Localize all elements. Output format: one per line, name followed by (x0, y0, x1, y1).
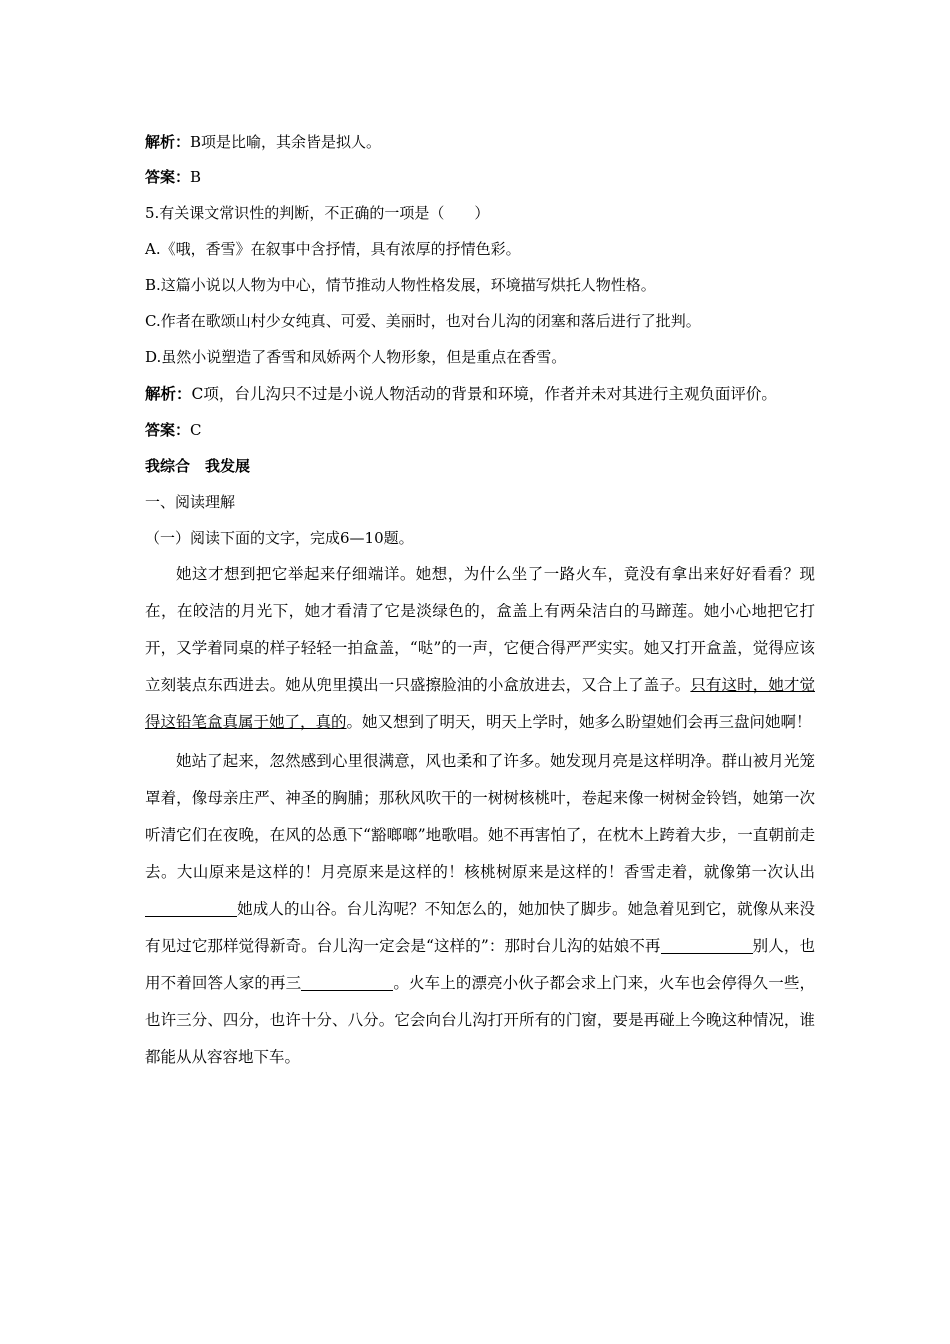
answer-text: B (190, 168, 202, 186)
q5-analysis (145, 375, 815, 413)
passage-text: 她站了起来，忽然感到心里很满意，风也柔和了许多。她发现月亮是这样明净。群山被月光笼罩着，像母亲庄严、神圣的胸脯；那秋风吹干的一树树核桃叶，卷起来像一树树金铃铛，她第一次听清它们在夜晚，在风的怂恿下“豁啷啷”地歌唱。她不再害怕了，在枕木上跨着大步，一直朝前走去。大山原来是这样的！月亮原来是这样的！核桃树原来是这样的！香雪走着，就像第一次认出 (145, 752, 815, 881)
q5-option-a: A.《哦，香雪》在叙事中含抒情，具有浓厚的抒情色彩。 (145, 240, 521, 258)
section-title: 我综合 我发展 (145, 457, 251, 475)
section-part: 一、阅读理解 (145, 493, 236, 511)
underlined-sentence: 只有这时，她才觉得这铅笔盒真属于她了，真的 (145, 676, 815, 731)
analysis-text: B项是比喻，其余皆是拟人。 (190, 133, 382, 151)
passage-text: 。她又想到了明天，明天上学时，她多么盼望她们会再三盘问她啊！ (346, 713, 812, 731)
q5-answer (145, 419, 815, 441)
q5-option-c: C.作者在歌颂山村少女纯真、可爱、美丽时，也对台儿沟的闭塞和落后进行了批判。 (145, 312, 701, 330)
fill-blank-2 (661, 938, 753, 955)
section-instruction: （一）阅读下面的文字，完成6—10题。 (145, 529, 414, 547)
q4-answer (145, 166, 815, 188)
document-page (145, 120, 815, 1076)
q5-option-b: B.这篇小说以人物为中心，情节推动人物性格发展，环境描写烘托人物性格。 (145, 276, 656, 294)
analysis-label: 解析： (145, 133, 191, 151)
q5-option-d: D.虽然小说塑造了香雪和凤娇两个人物形象，但是重点在香雪。 (145, 348, 567, 366)
passage-paragraph-2 (145, 743, 815, 1076)
q5-question: 5.有关课文常识性的判断，不正确的一项是（ ） (145, 204, 490, 222)
answer-text: C (190, 421, 202, 439)
passage-text: 她成人的山谷。台儿沟呢？不知怎么的，她加快了脚步。她急着见到它，就像从来没有见过它那样觉得新奇。台儿沟一定会是“这样的”：那时台儿沟的姑娘不再 (145, 900, 815, 955)
passage-text: 别人，也用不着回答人家的再三 (145, 937, 815, 992)
passage-text: 她这才想到把它举起来仔细端详。她想，为什么坐了一路火车，竟没有拿出来好好看看？现在，在皎洁的月光下，她才看清了它是淡绿色的，盒盖上有两朵洁白的马蹄莲。她小心地把它打开，又学着同桌的样子轻轻一拍盒盖，“哒”的一声，它便合得严严实实。她又打开盒盖，觉得应该立刻装点东西进去。她从兜里摸出一只盛擦脸油的小盒放进去，又合上了盖子。 (145, 565, 815, 694)
answer-label: 答案： (145, 421, 191, 439)
q4-analysis (145, 131, 815, 153)
analysis-text: C项，台儿沟只不过是小说人物活动的背景和环境，作者并未对其进行主观负面评价。 (191, 385, 777, 403)
passage-text: 。火车上的漂亮小伙子都会求上门来，火车也会停得久一些，也许三分、四分，也许十分、八分。它会向台儿沟打开所有的门窗，要是再碰上今晚这种情况，谁都能从从容容地下车。 (145, 974, 815, 1066)
fill-blank-3 (301, 975, 393, 992)
analysis-label: 解析： (145, 384, 192, 403)
fill-blank-1 (145, 901, 237, 918)
answer-label: 答案： (145, 168, 191, 186)
passage-paragraph-1 (145, 556, 815, 741)
